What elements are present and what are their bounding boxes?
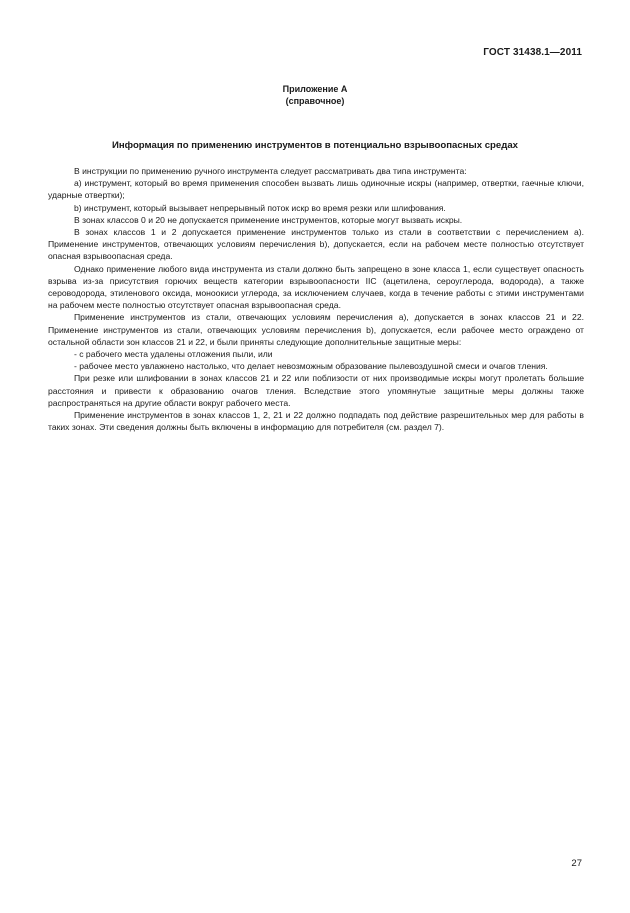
paragraph: Применение инструментов в зонах классов 1, 2, 21 и 22 должно подпадать под действие разрешительных мер для работы в таких зонах. Эти сведения должны быть включены в информацию для потребителя (см. раздел 7). <box>48 410 584 433</box>
appendix-subtitle: (справочное) <box>285 96 345 106</box>
paragraph: В зонах классов 0 и 20 не допускается применение инструментов, которые могут вызвать искры. <box>74 214 463 225</box>
page-number: 27 <box>571 858 582 869</box>
paragraph: В инструкции по применению ручного инструмента следует рассматривать два типа инструмента: <box>74 166 467 176</box>
paragraph: b) инструмент, который вызывает непрерывный поток искр во время резки или шлифования. <box>74 202 446 213</box>
standard-number: ГОСТ 31438.1—2011 <box>483 47 582 58</box>
list-item: - с рабочего места удалены отложения пыли, или <box>74 349 273 360</box>
appendix-title: Приложение А <box>282 84 348 94</box>
paragraph: Применение инструментов из стали, отвечающих условиям перечисления а), допускается в зонах классов 21 и 22. Применение инструментов из стали, отвечающих условиям перечисления b), допускается, если рабочее место ограждено от остальной области зон классов 21 и 22, и были приняты следующие дополнительные защитные меры: <box>48 312 584 347</box>
paragraph: При резке или шлифовании в зонах классов 21 и 22 или поблизости от них производимые искры могут пролетать большие расстояния и привести к образованию очагов тления. Вследствие этого упомянутые защитные меры должны также распространяться на другие области вокруг рабочего места. <box>48 373 584 408</box>
paragraph: Однако применение любого вида инструмента из стали должно быть запрещено в зоне класса 1, если существует опасность взрыва из-за присутствия горючих веществ категории взрывоопасности IIC (ацетилена, сероуглерода, водорода), а также сероводорода, этиленового оксида, моноокиси углерода, за исключением случаев, когда в течение работы с этими инструментами на рабочем месте полностью отсутствует опасная взрывоопасная среда. <box>48 263 584 311</box>
paragraph: а) инструмент, который во время применения способен вызвать лишь одиночные искры (например, отвертки, гаечные ключи, ударные отвертки); <box>48 178 584 201</box>
list-item: - рабочее место увлажнено настолько, что делает невозможным образование пылевоздушной смеси и очагов тления. <box>74 361 548 372</box>
appendix-heading <box>0 83 630 107</box>
paragraph: В зонах классов 1 и 2 допускается применение инструментов только из стали в соответствии с перечислением а). Применение инструментов, отвечающих условиям перечисления b), допускается, если на рабочем месте полностью отсутствует опасная взрывоопасная среда. <box>48 227 584 262</box>
section-title: Информация по применению инструментов в потенциально взрывоопасных средах <box>111 140 518 151</box>
body-text <box>48 165 584 433</box>
